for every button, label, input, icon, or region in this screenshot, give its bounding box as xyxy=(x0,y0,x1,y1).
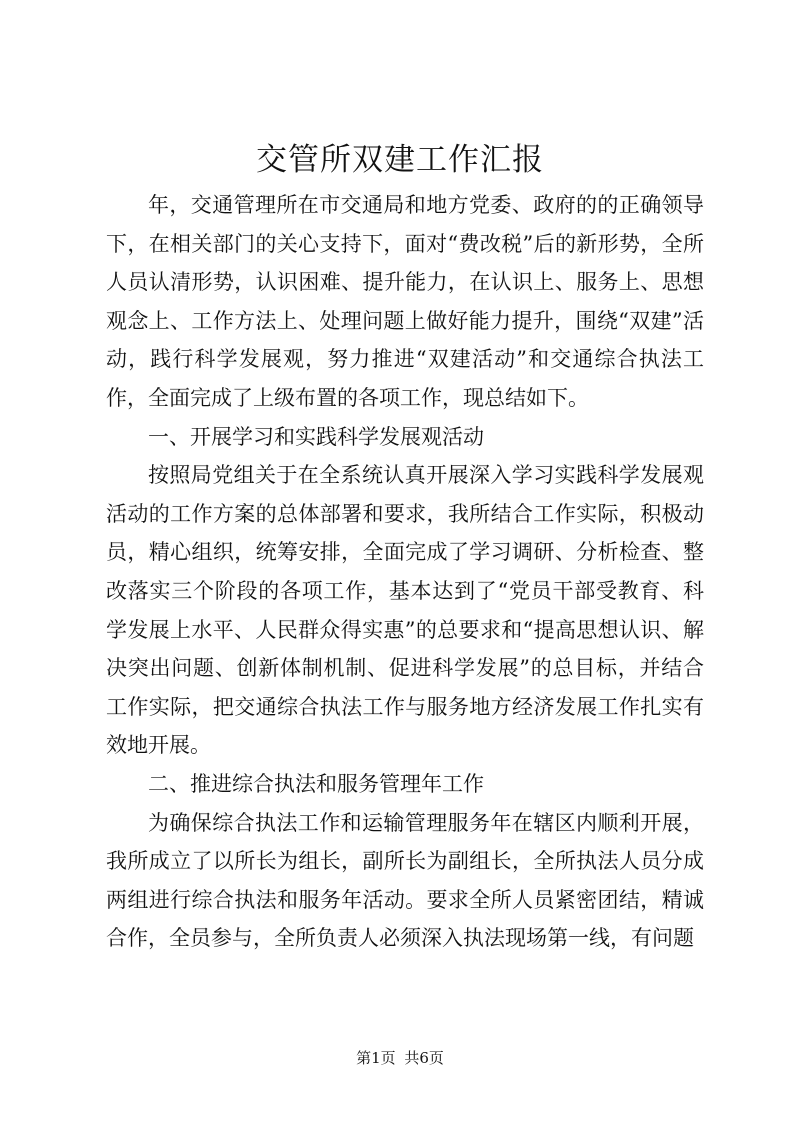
section-2-paragraph: 为确保综合执法工作和运输管理服务年在辖区内顺利开展，我所成立了以所长为组长，副所长为副组长，全所执法人员分成两组进行综合执法和服务年活动。要求全所人员紧密团结，精诚合作，全员参与，全所负责人必须深入执法现场第一线，有问题 xyxy=(106,810,704,951)
document-title: 交管所双建工作汇报 xyxy=(256,142,544,178)
section-heading-2: 二、推进综合执法和服务管理年工作 xyxy=(148,771,484,796)
page-total: 共6页 xyxy=(404,1049,444,1067)
section-1-paragraph: 按照局党组关于在全系统认真开展深入学习实践科学发展观活动的工作方案的总体部署和要求，我所结合工作实际，积极动员，精心组织，统筹安排，全面完成了学习调研、分析检查、整改落实三个阶段的各项工作，基本达到了“党员干部受教育、科学发展上水平、人民群众得实惠”的总要求和“提高思想认识、解决突出问题、创新体制机制、促进科学发展”的总目标，并结合工作实际，把交通综合执法工作与服务地方经济发展工作扎实有效地开展。 xyxy=(106,463,704,758)
page-footer xyxy=(0,1048,800,1068)
document-body xyxy=(106,186,704,958)
intro-paragraph: 年，交通管理所在市交通局和地方党委、政府的的正确领导下，在相关部门的关心支持下，面对“费改税”后的新形势，全所人员认清形势，认识困难、提升能力，在认识上、服务上、思想观念上、工作方法上、处理问题上做好能力提升，围绕“双建”活动，践行科学发展观，努力推进“双建活动”和交通综合执法工作，全面完成了上级布置的各项工作，现总结如下。 xyxy=(106,193,704,410)
section-heading-1: 一、开展学习和实践科学发展观活动 xyxy=(148,424,484,449)
page-number: 第1页 xyxy=(356,1049,396,1067)
